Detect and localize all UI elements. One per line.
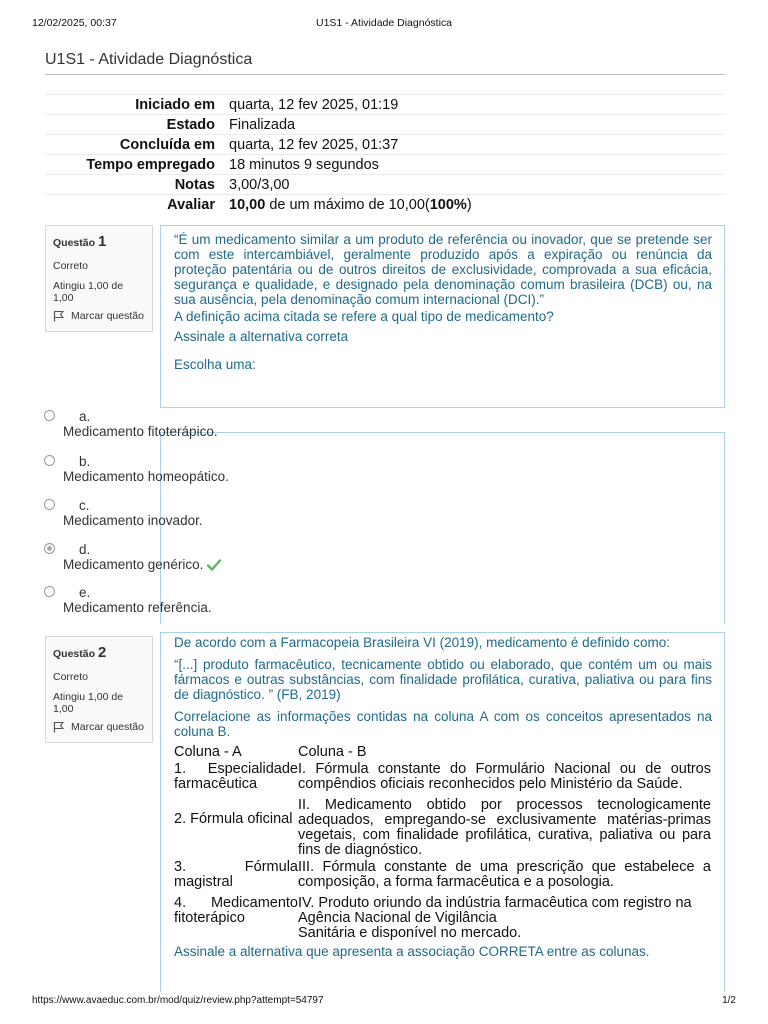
summary-row-completed [45,135,725,155]
summary-value: 18 minutos 9 segundos [229,156,379,173]
title-divider [45,74,725,75]
flag-question-button[interactable] [53,310,152,322]
option-text-row [63,557,222,572]
summary-row-marks [45,175,725,195]
summary-row-state [45,115,725,135]
flag-icon [53,721,65,733]
radio-button[interactable] [44,410,55,421]
col-b-item: II. Medicamento obtido por processos tecnologicamente adequados, empregando-se exclusivamente matérias-primas vegetais, com finalidade profilática, curativa, paliativa ou para fins de diagnóstico. [298,797,711,858]
col-a-item: 4. Medicamento fitoterápico [174,895,298,926]
option-letter: e. [79,585,91,600]
grade-max-text: de um máximo de 10,00( [265,196,430,213]
question-state: Correto [53,260,89,272]
col-a-header: Coluna - A [174,744,242,760]
question-number [53,644,152,661]
grade-percent: 100% [429,196,467,213]
option-text: Medicamento referência. [63,600,212,615]
print-datetime: 12/02/2025, 00:37 [32,17,117,29]
radio-button-selected[interactable] [44,543,55,554]
col-b-header: Coluna - B [298,744,367,760]
columns-table [174,745,711,941]
col-b-item [298,896,711,941]
question-2-text-box [160,632,725,992]
flag-icon [53,310,65,322]
summary-value: quarta, 12 fev 2025, 01:19 [229,96,399,113]
question-quote: “É um medicamento similar a um produto de referência ou inovador, que se pretende ser com este intercambiável, geralmente produzido após a expiração ou renúncia da proteção patentária ou de outros direitos de exclusividade, comprovada a sua eficácia, segurança e qualidade, e designado pela denominação comum brasileira (DCB) ou, na sua ausência, pela denominação comum internacional (DCI).” [174,232,712,307]
option-text: Medicamento homeopático. [63,469,229,484]
page-title: U1S1 - Atividade Diagnóstica [45,51,253,68]
summary-row-grade [45,195,725,215]
question-state: Correto [53,671,89,683]
summary-row-started [45,95,725,115]
footer-url: https://www.avaeduc.com.br/mod/quiz/review.php?attempt=54797 [32,995,324,1006]
summary-label: Iniciado em [135,96,215,113]
summary-grade-value [229,195,725,215]
summary-row-time-taken [45,155,725,175]
summary-label: Avaliar [167,196,215,213]
radio-button[interactable] [44,586,55,597]
col-a-item: 1. Especialidade farmacêutica [174,761,298,792]
question-grade: Atingiu 1,00 de 1,00 [53,691,124,715]
answer-area-box [160,432,725,624]
question-label: Questão [53,648,96,660]
question-intro: De acordo com a Farmacopeia Brasileira VI (2019), medicamento é definido como: [174,635,670,650]
summary-value: Finalizada [229,116,296,133]
col-b-item: I. Fórmula constante do Formulário Nacional ou de outros compêndios oficiais reconhecidos pelo Ministério da Saúde. [298,761,711,792]
option-letter: b. [79,454,91,469]
summary-label: Concluída em [119,136,215,153]
question-final-prompt: Assinale a alternativa que apresenta a associação CORRETA entre as colunas. [174,944,650,959]
question-2-info [45,636,153,743]
question-correlate: Correlacione as informações contidas na coluna A com os conceitos apresentados na coluna B. [174,709,712,739]
summary-value: 3,00/3,00 [229,176,290,193]
col-b-item-text-cont: Sanitária e disponível no mercado. [298,925,522,941]
option-text: Medicamento genérico. [63,557,204,572]
col-a-item: 2. Fórmula oficinal [174,811,293,827]
question-1-info [45,225,153,332]
radio-button[interactable] [44,455,55,466]
flag-question-button[interactable] [53,721,152,733]
question-instruction: Assinale a alternativa correta [174,329,349,344]
summary-value: quarta, 12 fev 2025, 01:37 [229,136,399,153]
option-text: Medicamento inovador. [63,513,203,528]
footer-page: 1/2 [722,995,736,1006]
col-a-item: 3. Fórmula magistral [174,859,298,890]
option-letter: a. [79,409,91,424]
question-number-value: 2 [97,644,107,661]
grade-score: 10,00 [229,196,266,213]
radio-button[interactable] [44,499,55,510]
question-number [53,233,152,250]
grade-close: ) [466,196,472,213]
correct-check-icon [206,558,222,572]
question-1-text-box [160,225,725,408]
flag-question-label: Marcar questão [71,310,144,322]
question-quote: “[...] produto farmacêutico, tecnicamente obtido ou elaborado, que contém um ou mais fármacos e outras substâncias, com finalidade profilática, curativa, paliativa ou para fins de diagnóstico. ” (FB, 2019) [174,657,712,702]
choose-one-label: Escolha uma: [174,357,256,372]
question-prompt: A definição acima citada se refere a qual tipo de medicamento? [174,309,554,324]
summary-label: Notas [174,176,215,193]
question-grade: Atingiu 1,00 de 1,00 [53,280,124,304]
question-number-value: 1 [97,233,107,250]
option-letter: d. [79,542,91,557]
col-b-item: III. Fórmula constante de uma prescrição que estabelece a composição, a forma farmacêutica e a posologia. [298,859,711,890]
option-text: Medicamento fitoterápico. [63,424,218,439]
question-label: Questão [53,237,96,249]
flag-question-label: Marcar questão [71,721,144,733]
col-b-item-text: IV. Produto oriundo da indústria farmacêutica com registro na Agência Nacional de Vigilância [298,895,692,926]
attempt-summary-table [45,94,725,214]
print-doc-title: U1S1 - Atividade Diagnóstica [316,17,452,29]
option-letter: c. [79,498,90,513]
summary-label: Estado [166,116,215,133]
summary-label: Tempo empregado [86,156,215,173]
